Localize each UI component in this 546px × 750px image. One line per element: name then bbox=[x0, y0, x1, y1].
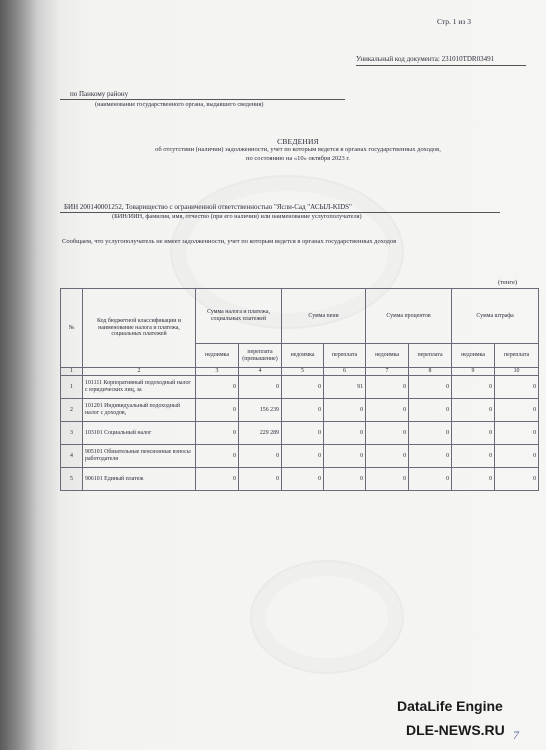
header-tax-sum: Сумма налога и платежа, социальных платежей bbox=[196, 289, 282, 344]
cell-value: 0 bbox=[495, 399, 539, 422]
cell-value: 0 bbox=[239, 376, 282, 399]
column-index: 2 bbox=[83, 368, 196, 376]
cell-value: 0 bbox=[452, 376, 495, 399]
cell-value: 229 289 bbox=[239, 422, 282, 445]
subheader-arrears: недоимка bbox=[282, 344, 324, 368]
cell-value: 0 bbox=[366, 468, 409, 491]
cell-value: 0 bbox=[324, 468, 366, 491]
row-name: 103101 Социальный налог bbox=[83, 422, 196, 445]
watermark-site: DLE-NEWS.RU bbox=[406, 722, 505, 738]
cell-value: 0 bbox=[495, 468, 539, 491]
cell-value: 0 bbox=[409, 445, 452, 468]
column-index: 8 bbox=[409, 368, 452, 376]
cell-value: 0 bbox=[452, 445, 495, 468]
cell-value: 0 bbox=[495, 445, 539, 468]
authority-underline bbox=[60, 99, 345, 100]
cell-value: 0 bbox=[409, 376, 452, 399]
table-row bbox=[61, 376, 539, 399]
column-index: 6 bbox=[324, 368, 366, 376]
column-index: 4 bbox=[239, 368, 282, 376]
cell-value: 0 bbox=[366, 376, 409, 399]
debt-statement: Сообщаем, что услугополучатель не имеет задолженности, учет по которым ведется в органах государственных доходов bbox=[62, 238, 397, 245]
row-number: 5 bbox=[61, 468, 83, 491]
header-interest-sum: Сумма процентов bbox=[366, 289, 452, 344]
table-row bbox=[61, 399, 539, 422]
header-penalty-sum: Сумма пени bbox=[282, 289, 366, 344]
cell-value: 0 bbox=[196, 376, 239, 399]
row-name: 906101 Единый платеж bbox=[83, 468, 196, 491]
header-no: № bbox=[61, 289, 83, 368]
authority-name: по Панкому району bbox=[70, 90, 129, 98]
cell-value: 0 bbox=[282, 468, 324, 491]
row-number: 4 bbox=[61, 445, 83, 468]
header-fine-sum: Сумма штрафа bbox=[452, 289, 539, 344]
watermark-brand: DataLife Engine bbox=[397, 698, 503, 714]
cell-value: 0 bbox=[239, 468, 282, 491]
column-index: 1 bbox=[61, 368, 83, 376]
cell-value: 0 bbox=[452, 468, 495, 491]
cell-value: 0 bbox=[196, 445, 239, 468]
row-number: 2 bbox=[61, 399, 83, 422]
row-number: 3 bbox=[61, 422, 83, 445]
row-number: 1 bbox=[61, 376, 83, 399]
currency-unit: (тенге) bbox=[498, 279, 517, 286]
cell-value: 0 bbox=[452, 399, 495, 422]
subheader-overpay: переплата bbox=[409, 344, 452, 368]
authority-caption: (наименование государственного органа, выдавшего сведения) bbox=[95, 101, 264, 108]
column-index: 7 bbox=[366, 368, 409, 376]
row-name: 101111 Корпоративный подоходный налог с юридических лиц, за bbox=[83, 376, 196, 399]
page-number: Стр. 1 из 3 bbox=[437, 17, 471, 26]
document-title: СВЕДЕНИЯ bbox=[277, 137, 319, 146]
cell-value: 0 bbox=[366, 445, 409, 468]
cell-value: 0 bbox=[366, 422, 409, 445]
cell-value: 0 bbox=[452, 422, 495, 445]
payer-caption: (БИН/ИИН, фамилия, имя, отчество (при его наличии) или наименование услугополучателя) bbox=[112, 213, 362, 220]
subheader-overpay: переплата bbox=[495, 344, 539, 368]
document-subtitle: об отсутствии (наличии) задолженности, учет по которым ведется в органах государственных доходов, bbox=[155, 146, 441, 153]
unique-code-underline bbox=[356, 65, 526, 66]
cell-value: 0 bbox=[409, 422, 452, 445]
column-index: 3 bbox=[196, 368, 239, 376]
debt-table bbox=[60, 288, 539, 491]
subheader-overpay: переплата bbox=[324, 344, 366, 368]
cell-value: 0 bbox=[282, 376, 324, 399]
payer-name: БИН 200140001252, Товарищество с ограниченной ответственностью "Ясли-Сад "АСЫЛ-KIDS" bbox=[64, 203, 352, 211]
column-index: 9 bbox=[452, 368, 495, 376]
cell-value: 0 bbox=[324, 445, 366, 468]
cell-value: 0 bbox=[409, 468, 452, 491]
table-row bbox=[61, 445, 539, 468]
cell-value: 0 bbox=[282, 445, 324, 468]
column-index-row bbox=[61, 368, 539, 376]
cell-value: 0 bbox=[495, 422, 539, 445]
cell-value: 0 bbox=[196, 399, 239, 422]
column-index: 10 bbox=[495, 368, 539, 376]
cell-value: 156 239 bbox=[239, 399, 282, 422]
subheader-overpay-ext: переплата (превышение) bbox=[239, 344, 282, 368]
cell-value: 0 bbox=[196, 468, 239, 491]
table-row bbox=[61, 468, 539, 491]
cell-value: 0 bbox=[495, 376, 539, 399]
cell-value: 0 bbox=[282, 422, 324, 445]
cell-value: 91 bbox=[324, 376, 366, 399]
header-code: Код бюджетной классификации и наименование налога и платежа, социальных платежей bbox=[83, 289, 196, 368]
table-row bbox=[61, 422, 539, 445]
cell-value: 0 bbox=[366, 399, 409, 422]
column-index: 5 bbox=[282, 368, 324, 376]
handwritten-mark: 7 bbox=[513, 728, 519, 742]
subheader-arrears: недоимка bbox=[366, 344, 409, 368]
cell-value: 0 bbox=[409, 399, 452, 422]
cell-value: 0 bbox=[196, 422, 239, 445]
document-date: по состоянию на «10» октября 2023 г. bbox=[246, 155, 350, 162]
subheader-arrears: недоимка bbox=[452, 344, 495, 368]
row-name: 905101 Обязательные пенсионные взносы работодателя bbox=[83, 445, 196, 468]
row-name: 101201 Индивидуальный подоходный налог с доходов, bbox=[83, 399, 196, 422]
cell-value: 0 bbox=[239, 445, 282, 468]
subheader-arrears: недоимка bbox=[196, 344, 239, 368]
cell-value: 0 bbox=[282, 399, 324, 422]
cell-value: 0 bbox=[324, 422, 366, 445]
cell-value: 0 bbox=[324, 399, 366, 422]
faded-seal-bottom bbox=[250, 560, 404, 674]
unique-document-code: Уникальный код документа: 231010TDR03491 bbox=[356, 55, 495, 63]
